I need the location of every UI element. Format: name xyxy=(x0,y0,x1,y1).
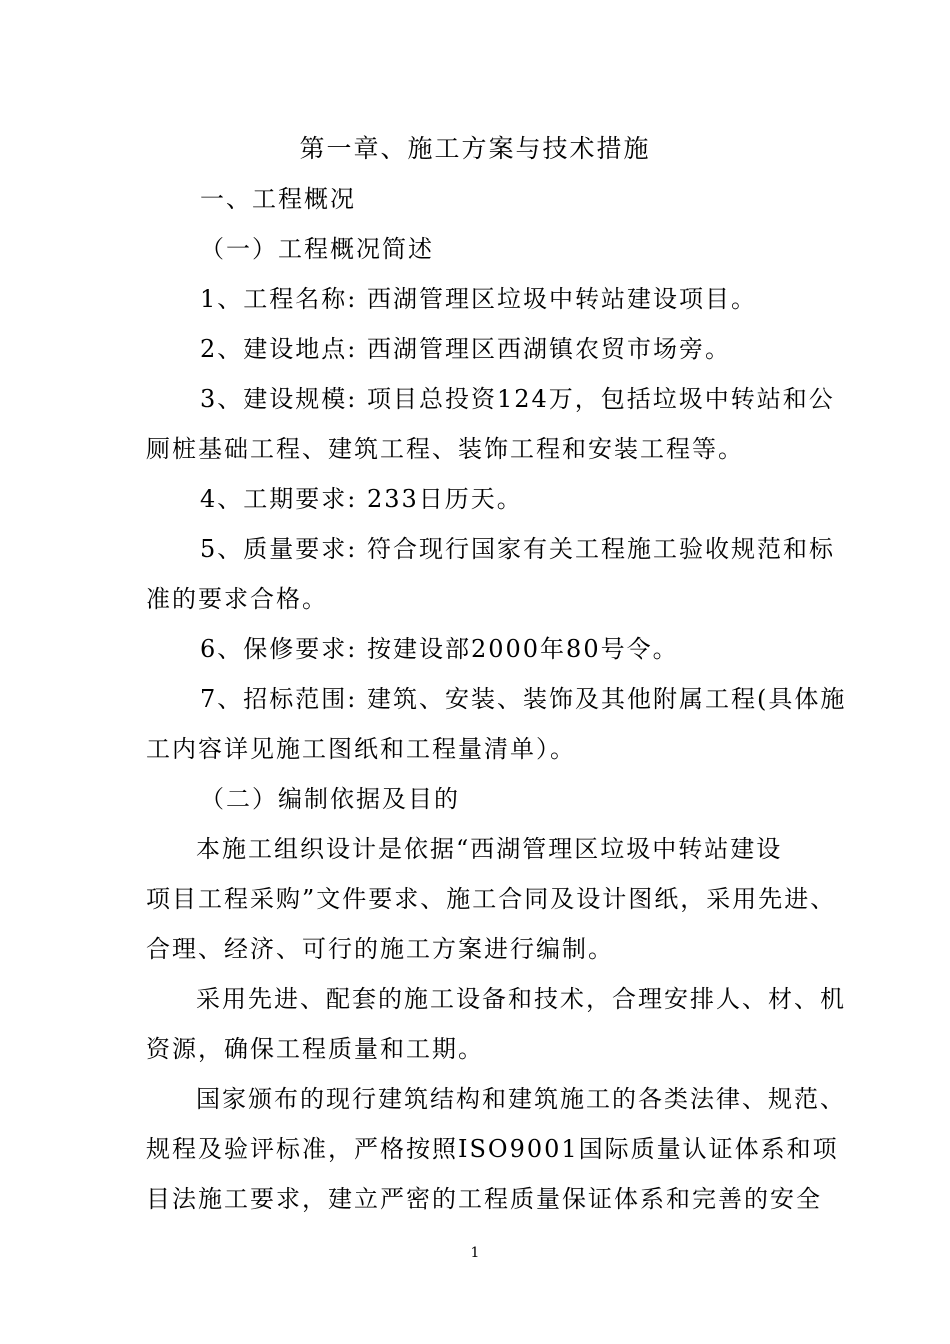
page-number: 1 xyxy=(470,1245,480,1261)
item-tender-scope-line-1: 7、招标范围: 建筑、安装、装饰及其他附属工程(具体施 xyxy=(200,685,847,713)
section-heading-overview: 一、工程概况 xyxy=(200,185,356,213)
item-construction-scale-line-1: 3、建设规模: 项目总投资124万，包括垃圾中转站和公 xyxy=(200,385,835,413)
paragraph-2-line-2: 资源，确保工程质量和工期。 xyxy=(146,1035,484,1063)
subsection-heading-basis-and-purpose: （二）编制依据及目的 xyxy=(200,785,460,813)
item-quality-requirement-line-2: 准的要求合格。 xyxy=(146,585,328,613)
item-warranty-requirement: 6、保修要求: 按建设部2000年80号令。 xyxy=(200,635,679,663)
paragraph-1-line-3: 合理、经济、可行的施工方案进行编制。 xyxy=(146,935,614,963)
item-project-name: 1、工程名称: 西湖管理区垃圾中转站建设项目。 xyxy=(200,285,757,313)
subsection-heading-overview-summary: （一）工程概况简述 xyxy=(200,235,434,263)
chapter-title: 第一章、施工方案与技术措施 xyxy=(299,134,651,163)
paragraph-1-line-1: 本施工组织设计是依据“西湖管理区垃圾中转站建设 xyxy=(196,835,783,863)
paragraph-3-line-1: 国家颁布的现行建筑结构和建筑施工的各类法律、规范、 xyxy=(196,1085,846,1113)
item-construction-site: 2、建设地点: 西湖管理区西湖镇农贸市场旁。 xyxy=(200,335,731,363)
item-tender-scope-line-2: 工内容详见施工图纸和工程量清单）。 xyxy=(146,735,576,763)
paragraph-3-line-2: 规程及验评标准，严格按照ISO9001国际质量认证体系和项 xyxy=(146,1135,839,1163)
paragraph-1-line-2: 项目工程采购”文件要求、施工合同及设计图纸，采用先进、 xyxy=(146,885,837,913)
item-quality-requirement-line-1: 5、质量要求: 符合现行国家有关工程施工验收规范和标 xyxy=(200,535,835,563)
paragraph-2-line-1: 采用先进、配套的施工设备和技术，合理安排人、材、机 xyxy=(196,985,846,1013)
item-schedule-requirement: 4、工期要求: 233日历天。 xyxy=(200,485,523,513)
paragraph-3-line-3: 目法施工要求，建立严密的工程质量保证体系和完善的安全 xyxy=(146,1185,822,1213)
item-construction-scale-line-2: 厕桩基础工程、建筑工程、装饰工程和安装工程等。 xyxy=(146,435,744,463)
